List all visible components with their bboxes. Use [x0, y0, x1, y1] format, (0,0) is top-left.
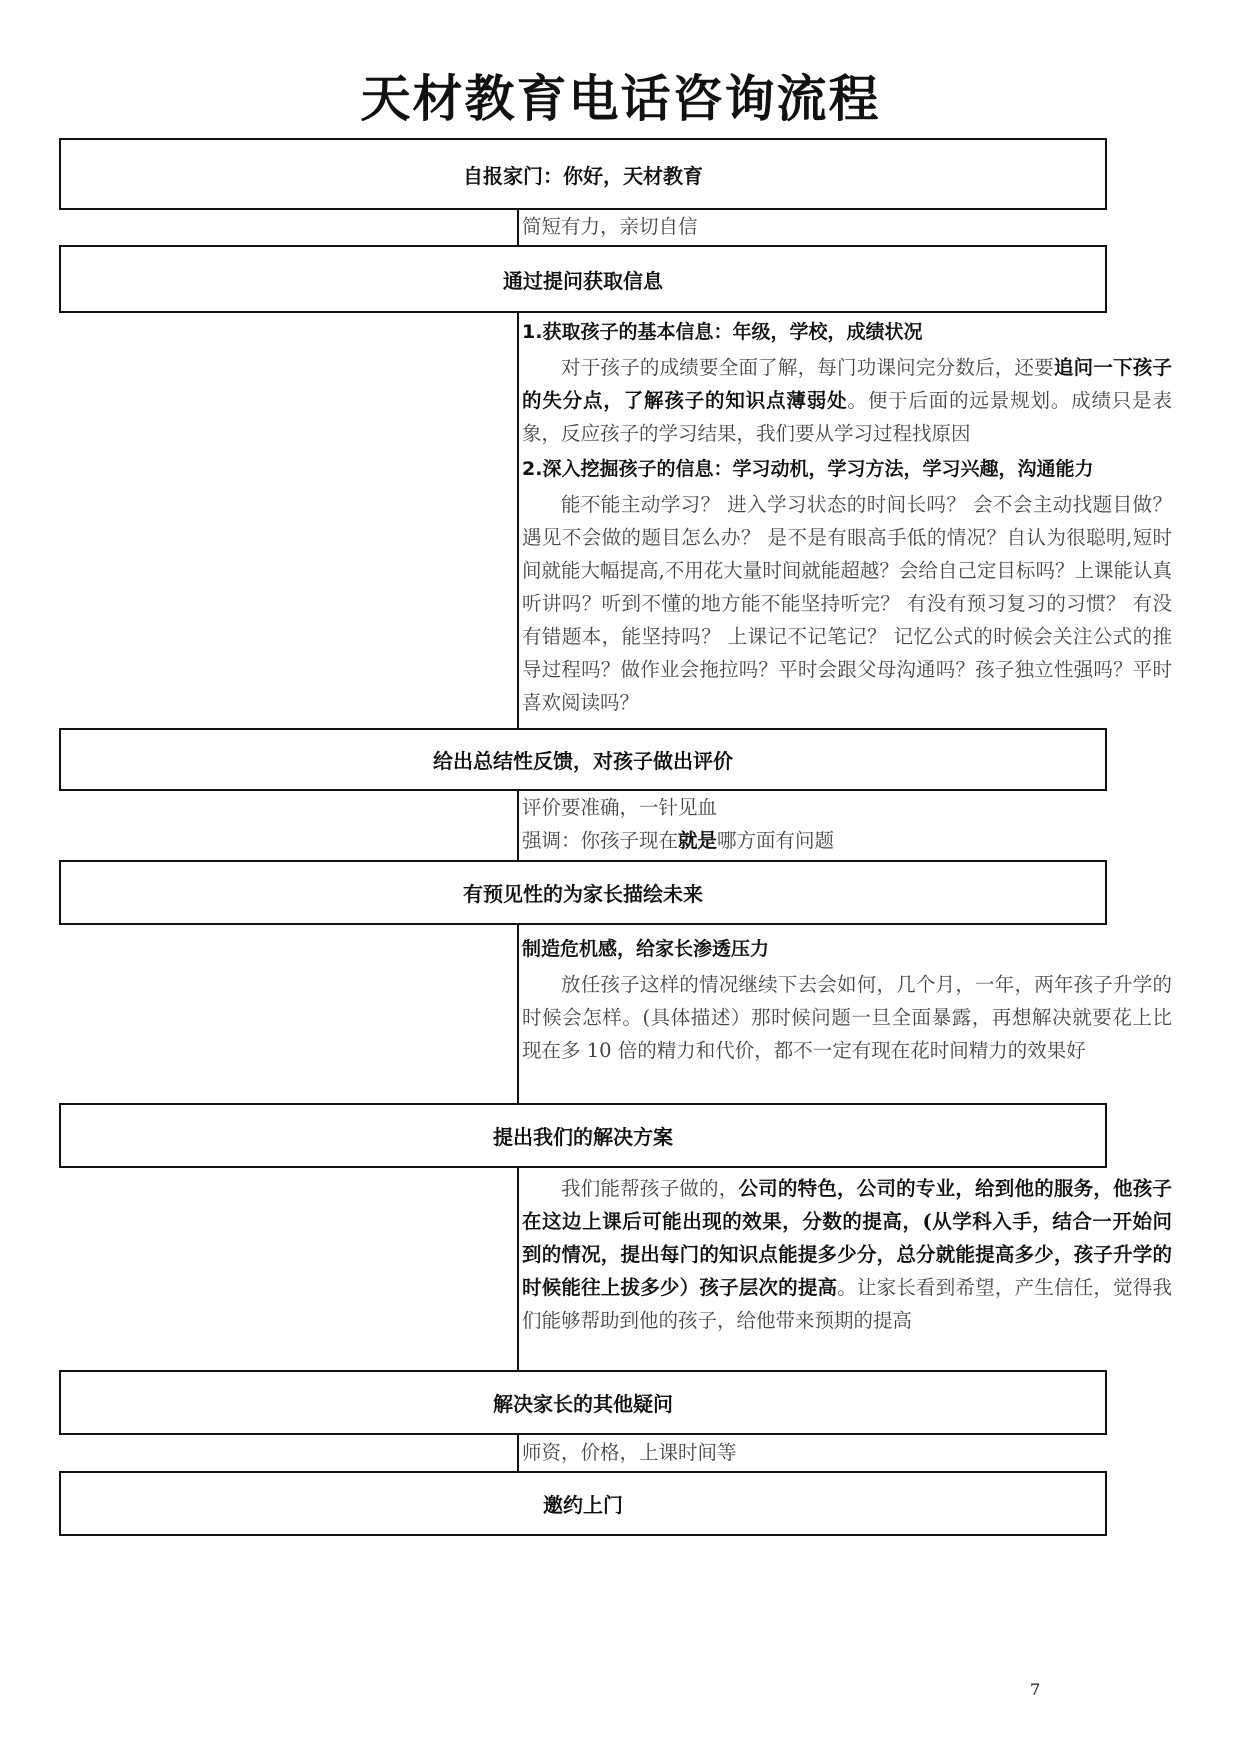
- note-text: 师资，价格，上课时间等: [522, 1441, 737, 1464]
- step-box-5: [59, 1103, 1107, 1168]
- note-heading: 1.获取孩子的基本信息：年级，学校，成绩状况: [522, 321, 923, 343]
- page-number: 7: [1030, 1680, 1041, 1699]
- page-title: 天材教育电话咨询流程: [360, 70, 881, 128]
- step-label: 给出总结性反馈，对孩子做出评价: [433, 749, 733, 773]
- step-label: 自报家门：你好，天材教育: [463, 163, 703, 188]
- note-heading: 2.深入挖掘孩子的信息：学习动机，学习方法，学习兴趣，沟通能力: [522, 458, 1094, 480]
- note-6: [522, 1436, 1172, 1469]
- step-label: 有预见性的为家长描绘未来: [463, 882, 703, 906]
- note-text: 简短有力，亲切自信: [522, 215, 698, 238]
- note-paragraph: 放任孩子这样的情况继续下去会如何，几个月，一年，两年孩子升学的时候会怎样。(具体描述）那时候问题一旦全面暴露，再想解决就要花上比现在多 10 倍的精力和代价，都不一定有现在花时间精力的效果好: [522, 973, 1172, 1062]
- step-box-1: [59, 138, 1107, 210]
- step-box-2: [59, 245, 1107, 313]
- step-label: 提出我们的解决方案: [493, 1125, 673, 1149]
- connector-line: [517, 313, 519, 728]
- emphasis: 公司的特色，公司的专业，给到他的服务，他孩子在这边上课后可能出现的效果，分数的提高，(从学科入手，结合一开始问到的情况，提出每门的知识点能提多少分，总分就能提高多少，孩子升学的时候能往上拔多少）孩子层次的提高: [522, 1177, 1172, 1299]
- connector-line: [517, 1435, 519, 1471]
- note-paragraph: 能不能主动学习？ 进入学习状态的时间长吗？ 会不会主动找题目做？ 遇见不会做的题目怎么办？ 是不是有眼高手低的情况？自认为很聪明,短时间就能大幅提高,不用花大量时间就能超越？会给自己定目标吗？上课能认真听讲吗？听到不懂的地方能不能坚持听完？ 有没有预习复习的习惯？ 有没有错题本，能坚持吗？ 上课记不记笔记？ 记忆公式的时候会关注公式的推导过程吗？做作业会拖拉吗？平时会跟父母沟通吗？孩子独立性强吗？平时喜欢阅读吗？: [522, 493, 1172, 714]
- note-paragraph: 我们能帮孩子做的，公司的特色，公司的专业，给到他的服务，他孩子在这边上课后可能出现的效果，分数的提高，(从学科入手，结合一开始问到的情况，提出每门的知识点能提多少分，总分就能提高多少，孩子升学的时候能往上拔多少）孩子层次的提高。让家长看到希望，产生信任，觉得我们能够帮助到他的孩子，给他带来预期的提高: [522, 1177, 1172, 1332]
- note-4: [522, 930, 1172, 1067]
- step-box-7: [59, 1471, 1107, 1536]
- connector-line: [517, 791, 519, 861]
- connector-line: [517, 1168, 519, 1370]
- emphasis: 追问一下孩子的失分点，了解孩子的知识点薄弱处: [522, 356, 1172, 412]
- step-label: 邀约上门: [543, 1493, 623, 1517]
- note-paragraph: 对于孩子的成绩要全面了解，每门功课问完分数后，还要追问一下孩子的失分点，了解孩子的知识点薄弱处。便于后面的远景规划。成绩只是表象，反应孩子的学习结果，我们要从学习过程找原因: [522, 356, 1172, 445]
- step-label: 解决家长的其他疑问: [493, 1392, 673, 1416]
- step-box-4: [59, 860, 1107, 925]
- step-box-6: [59, 1370, 1107, 1435]
- connector-line: [517, 210, 519, 246]
- note-1: [522, 210, 1172, 243]
- note-5: [522, 1172, 1172, 1337]
- step-box-3: [59, 728, 1107, 791]
- note-3: [522, 791, 1172, 857]
- step-label: 通过提问获取信息: [503, 268, 663, 293]
- note-heading: 制造危机感，给家长渗透压力: [522, 938, 770, 960]
- connector-line: [517, 925, 519, 1103]
- note-text: 评价要准确，一针见血: [522, 796, 718, 819]
- note-2: [522, 313, 1172, 719]
- note-text: 强调：你孩子现在就是哪方面有问题: [522, 829, 835, 852]
- emphasis: 就是: [678, 829, 718, 852]
